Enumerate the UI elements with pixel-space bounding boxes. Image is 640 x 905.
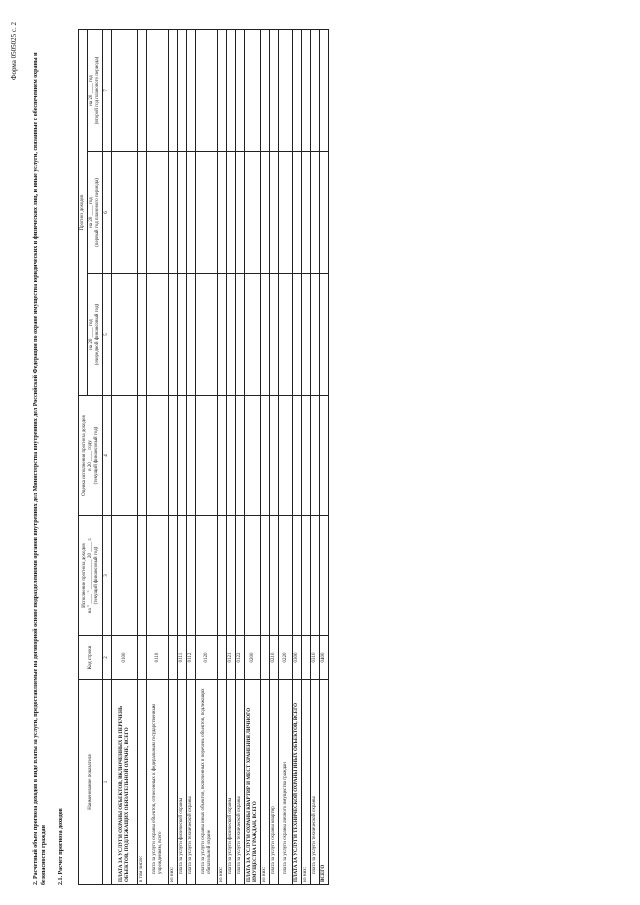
row-code: 0200	[245, 636, 261, 680]
table-row	[279, 30, 293, 885]
value-cell[interactable]	[147, 396, 169, 516]
value-cell[interactable]	[320, 396, 329, 516]
subsection-heading: 2.1. Расчет прогноза доходов	[58, 808, 64, 885]
row-name: плата за услуги охраны иных объектов, включенных в перечень объектов, подлежащих обязательной охране	[196, 680, 218, 885]
row-code: 0300	[293, 636, 302, 680]
value-cell[interactable]	[311, 152, 320, 274]
value-cell[interactable]	[169, 516, 178, 636]
row-code	[218, 636, 227, 680]
value-cell[interactable]	[169, 30, 178, 152]
value-cell[interactable]	[187, 30, 196, 152]
value-cell[interactable]	[196, 152, 218, 274]
value-cell[interactable]	[320, 274, 329, 396]
value-cell[interactable]	[293, 30, 302, 152]
value-cell[interactable]	[187, 516, 196, 636]
value-cell[interactable]	[178, 516, 187, 636]
header-forecast-year3	[88, 30, 103, 152]
row-code: 0111	[178, 636, 187, 680]
row-name: плата за услуги технической охраны	[311, 680, 320, 885]
value-cell[interactable]	[147, 30, 169, 152]
row-name: плата за услуги технической охраны	[236, 680, 245, 885]
table-row	[270, 30, 279, 885]
row-code: 0112	[187, 636, 196, 680]
value-cell[interactable]	[270, 274, 279, 396]
row-name: из них:	[261, 680, 270, 885]
column-number: 2	[103, 636, 112, 680]
column-number: 3	[103, 516, 112, 636]
table-row	[178, 30, 187, 885]
value-cell[interactable]	[236, 516, 245, 636]
row-code: 0210	[270, 636, 279, 680]
row-code	[169, 636, 178, 680]
header-forecast: Прогноз доходов	[79, 30, 88, 396]
value-cell[interactable]	[320, 152, 329, 274]
row-name: плата за услуги охраны личного имущества граждан	[279, 680, 293, 885]
value-cell[interactable]	[169, 274, 178, 396]
value-cell[interactable]	[227, 516, 236, 636]
value-cell[interactable]	[236, 274, 245, 396]
row-name: из них:	[169, 680, 178, 885]
table-row	[245, 30, 261, 885]
value-cell[interactable]	[279, 396, 293, 516]
row-name: плата за услуги физической охраны	[178, 680, 187, 885]
value-cell[interactable]	[261, 274, 270, 396]
value-cell[interactable]	[169, 152, 178, 274]
value-cell[interactable]	[236, 152, 245, 274]
value-cell[interactable]	[293, 396, 302, 516]
value-cell[interactable]	[218, 152, 227, 274]
row-code	[302, 636, 311, 680]
row-code: 0100	[112, 636, 138, 680]
value-cell[interactable]	[261, 152, 270, 274]
value-cell[interactable]	[178, 152, 187, 274]
row-name: плата за услуги охраны квартир	[270, 680, 279, 885]
table-row	[227, 30, 236, 885]
value-cell[interactable]	[245, 516, 261, 636]
row-name: ВСЕГО	[320, 680, 329, 885]
header-estimate-sub: (текущий финансовый год)	[93, 426, 99, 485]
header-f3-sub: (второй год планового периода)	[95, 56, 100, 125]
value-cell[interactable]	[227, 396, 236, 516]
value-cell[interactable]	[218, 516, 227, 636]
value-cell[interactable]	[138, 516, 147, 636]
row-code: 0121	[227, 636, 236, 680]
value-cell[interactable]	[311, 396, 320, 516]
value-cell[interactable]	[196, 516, 218, 636]
table-row	[293, 30, 302, 885]
header-executed-period: на " ____ " ____________ 20 ____ г.	[87, 537, 93, 614]
value-cell[interactable]	[245, 30, 261, 152]
value-cell[interactable]	[218, 30, 227, 152]
row-name: из них:	[302, 680, 311, 885]
value-cell[interactable]	[302, 30, 311, 152]
header-executed-sub: (текущий финансовый год)	[93, 546, 99, 605]
value-cell[interactable]	[320, 30, 329, 152]
row-code	[138, 636, 147, 680]
column-number: 6	[103, 152, 112, 274]
value-cell[interactable]	[218, 396, 227, 516]
value-cell[interactable]	[245, 152, 261, 274]
value-cell[interactable]	[196, 396, 218, 516]
header-executed	[79, 516, 103, 636]
header-f1-period: на 20 ____ год	[89, 319, 94, 350]
value-cell[interactable]	[236, 30, 245, 152]
value-cell[interactable]	[270, 30, 279, 152]
value-cell[interactable]	[138, 396, 147, 516]
row-name: плата за услуги охраны объектов, отнесенных к федеральным государственным учреждениям, всего	[147, 680, 169, 885]
row-code: 0120	[196, 636, 218, 680]
value-cell[interactable]	[245, 274, 261, 396]
value-cell[interactable]	[187, 152, 196, 274]
header-forecast-year1	[88, 274, 103, 396]
value-cell[interactable]	[112, 152, 138, 274]
value-cell[interactable]	[311, 274, 320, 396]
value-cell[interactable]	[293, 274, 302, 396]
row-name: в том числе:	[138, 680, 147, 885]
table-row	[236, 30, 245, 885]
value-cell[interactable]	[311, 516, 320, 636]
value-cell[interactable]	[261, 516, 270, 636]
value-cell[interactable]	[218, 274, 227, 396]
table-body	[112, 30, 329, 885]
forecast-table	[78, 29, 329, 885]
value-cell[interactable]	[147, 152, 169, 274]
header-name: Наименование показателя	[79, 680, 103, 885]
column-number: 4	[103, 396, 112, 516]
value-cell[interactable]	[147, 274, 169, 396]
header-code: Код строки	[79, 636, 103, 680]
value-cell[interactable]	[236, 396, 245, 516]
value-cell[interactable]	[302, 396, 311, 516]
row-code: 0122	[236, 636, 245, 680]
column-number: 5	[103, 274, 112, 396]
value-cell[interactable]	[261, 30, 270, 152]
table-row	[218, 30, 227, 885]
value-cell[interactable]	[112, 274, 138, 396]
column-number: 1	[103, 680, 112, 885]
value-cell[interactable]	[187, 396, 196, 516]
table-row	[261, 30, 270, 885]
row-code: 0220	[279, 636, 293, 680]
value-cell[interactable]	[270, 396, 279, 516]
value-cell[interactable]	[279, 30, 293, 152]
header-f2-sub: (первый год планового периода)	[95, 178, 100, 247]
value-cell[interactable]	[112, 30, 138, 152]
row-name: из них:	[218, 680, 227, 885]
value-cell[interactable]	[311, 30, 320, 152]
value-cell[interactable]	[138, 30, 147, 152]
value-cell[interactable]	[112, 396, 138, 516]
table-row	[311, 30, 320, 885]
value-cell[interactable]	[261, 396, 270, 516]
header-forecast-year2	[88, 152, 103, 274]
table-row	[138, 30, 147, 885]
row-name: плата за услуги технической охраны	[187, 680, 196, 885]
header-executed-title: Исполнение прогноза доходов	[81, 543, 87, 608]
row-name: плата за услуги физической охраны	[227, 680, 236, 885]
value-cell[interactable]	[302, 152, 311, 274]
value-cell[interactable]	[302, 274, 311, 396]
table-row	[196, 30, 218, 885]
value-cell[interactable]	[270, 152, 279, 274]
value-cell[interactable]	[169, 396, 178, 516]
table-row	[112, 30, 138, 885]
table-row	[147, 30, 169, 885]
row-name: ПЛАТА ЗА УСЛУГИ ТЕХНИЧЕСКОЙ ОХРАНЫ ИНЫХ ОБЪЕКТОВ, ВСЕГО	[293, 680, 302, 885]
value-cell[interactable]	[112, 516, 138, 636]
value-cell[interactable]	[147, 516, 169, 636]
section-heading: 2. Расчетный объем прогноза доходов в виде платы за услуги, предоставляемые на договорной основе подразделениями органов внутренних дел Министерства внутренних дел Российской Федерации по охране имущества юридических и физических лиц, и иные услуги, связанные с обеспечением охраны и безопасности граждан	[33, 52, 47, 885]
value-cell[interactable]	[138, 152, 147, 274]
header-estimate	[79, 396, 103, 516]
row-code: 0310	[311, 636, 320, 680]
value-cell[interactable]	[293, 516, 302, 636]
value-cell[interactable]	[279, 274, 293, 396]
column-numbers-row	[103, 30, 112, 885]
value-cell[interactable]	[227, 274, 236, 396]
value-cell[interactable]	[270, 516, 279, 636]
value-cell[interactable]	[178, 396, 187, 516]
value-cell[interactable]	[279, 516, 293, 636]
value-cell[interactable]	[293, 152, 302, 274]
value-cell[interactable]	[178, 274, 187, 396]
form-label: Форма 0505025 с. 2	[10, 22, 18, 81]
value-cell[interactable]	[245, 396, 261, 516]
table-row	[169, 30, 178, 885]
header-f1-sub: (очередной финансовый год)	[95, 303, 100, 366]
value-cell[interactable]	[196, 274, 218, 396]
header-estimate-period: в 20 ____ году	[87, 440, 93, 471]
table-row	[302, 30, 311, 885]
header-f2-period: на 20 ____ год	[89, 197, 94, 228]
value-cell[interactable]	[187, 274, 196, 396]
value-cell[interactable]	[138, 274, 147, 396]
row-name: ПЛАТА ЗА УСЛУГИ ОХРАНЫ КВАРТИР И МЕСТ ХРАНЕНИЯ ЛИЧНОГО ИМУЩЕСТВА ГРАЖДАН, ВСЕГО	[245, 680, 261, 885]
table-row	[320, 30, 329, 885]
row-name: ПЛАТА ЗА УСЛУГИ ОХРАНЫ ОБЪЕКТОВ, ВКЛЮЧЕННЫХ В ПЕРЕЧЕНЬ ОБЪЕКТОВ, ПОДЛЕЖАЩИХ ОБЯЗАТЕЛЬНОЙ ОХРАНЕ, ВСЕГО	[112, 680, 138, 885]
row-code: 0110	[147, 636, 169, 680]
header-f3-period: на 20 ____ год	[89, 75, 94, 106]
row-code: 0400	[320, 636, 329, 680]
table-row	[187, 30, 196, 885]
header-estimate-title: Оценка исполнения прогноза доходов	[81, 415, 87, 496]
value-cell[interactable]	[227, 152, 236, 274]
value-cell[interactable]	[196, 30, 218, 152]
row-code	[261, 636, 270, 680]
value-cell[interactable]	[227, 30, 236, 152]
value-cell[interactable]	[178, 30, 187, 152]
column-number: 7	[103, 30, 112, 152]
value-cell[interactable]	[320, 516, 329, 636]
value-cell[interactable]	[302, 516, 311, 636]
value-cell[interactable]	[279, 152, 293, 274]
